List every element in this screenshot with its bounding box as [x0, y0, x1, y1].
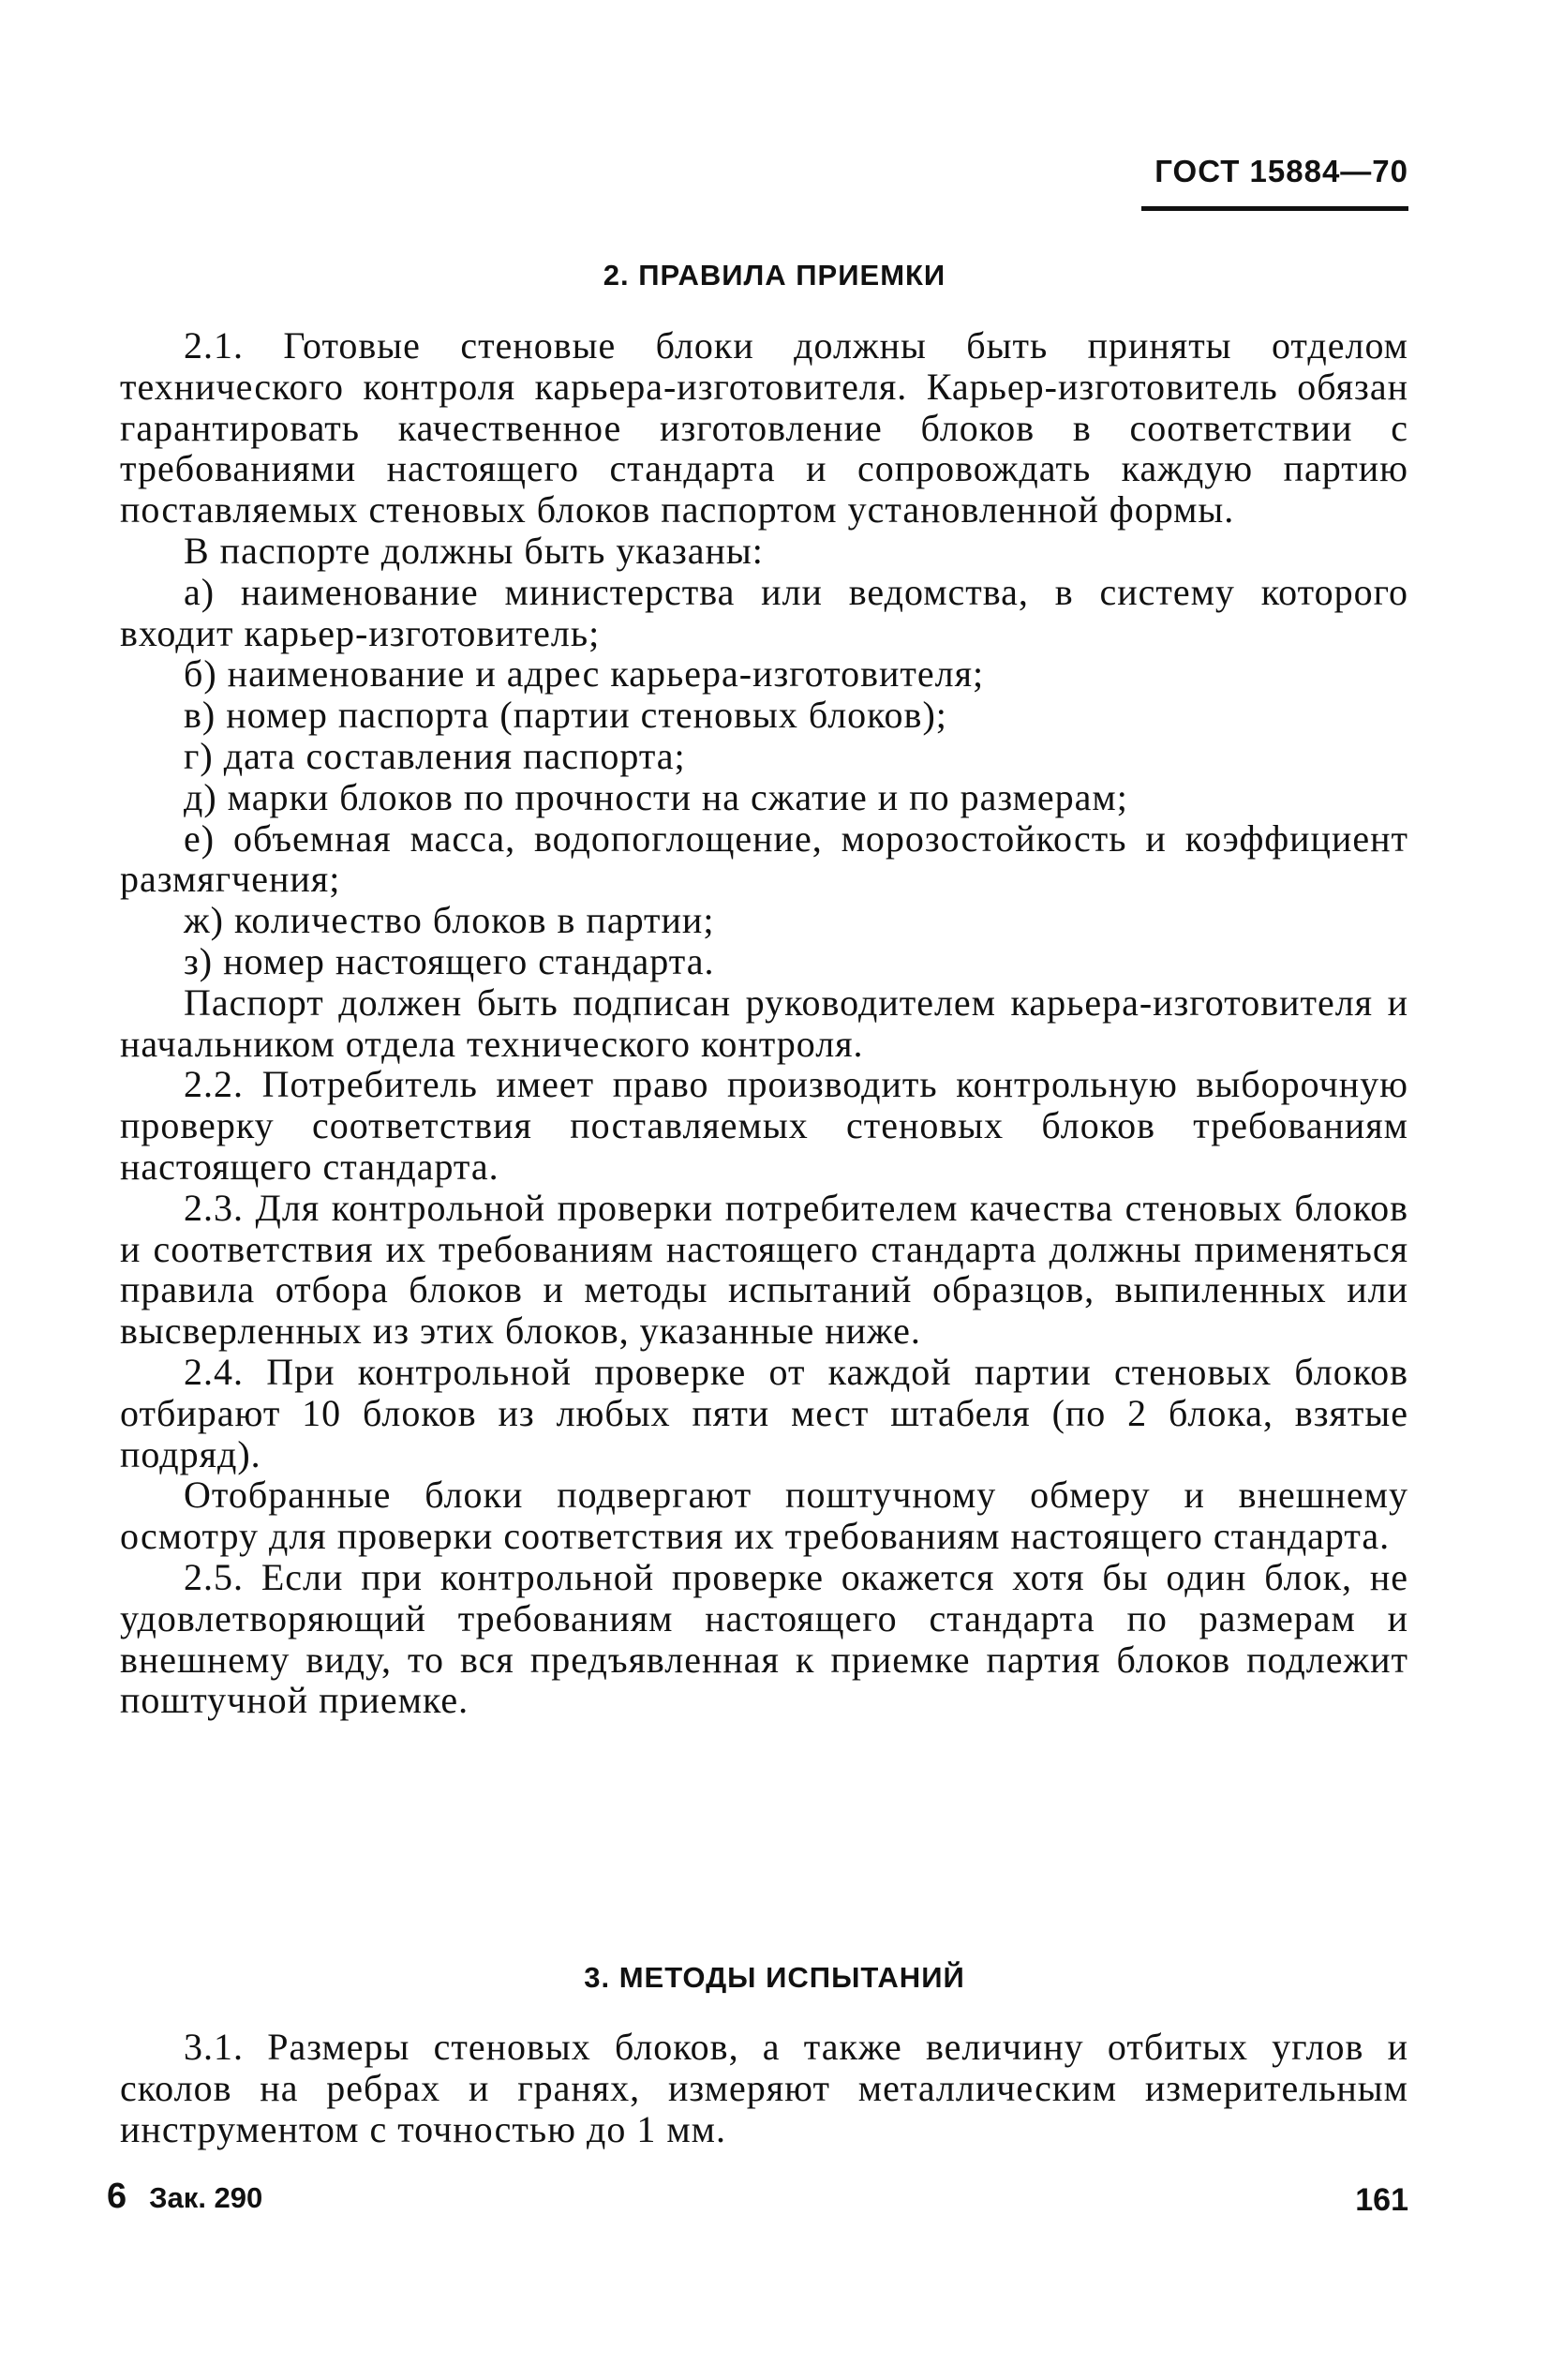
section-2-title: 2. ПРАВИЛА ПРИЕМКИ — [603, 259, 946, 292]
passport-intro: В паспорте должны быть указаны: — [184, 529, 764, 572]
paragraph-2-1: 2.1. Готовые стеновые блоки должны быть приняты отделом технического контроля карьера-изготовителя. Карьер-изготовитель обязан гарантировать качественное изготовление блоков в соответствии с требованиями настоящего стандарта и сопровождать каждую партию поставляемых стеновых блоков паспортом установленной формы. — [120, 324, 1408, 531]
footer-signature — [107, 2177, 262, 2217]
page-number: 161 — [1355, 2182, 1408, 2218]
list-item-b: б) наименование и адрес карьера-изготовителя; — [184, 652, 985, 696]
list-item-e: е) объемная масса, водопоглощение, морозостойкость и коэффициент размягчения; — [120, 816, 1408, 901]
section-3-title: 3. МЕТОДЫ ИСПЫТАНИЙ — [584, 1961, 965, 1994]
list-item-v: в) номер паспорта (партии стеновых блоков); — [184, 694, 947, 737]
paragraph-2-4: 2.4. При контрольной проверке от каждой партии стеновых блоков отбирают 10 блоков из любых пяти мест штабеля (по 2 блока, взятые подряд). — [120, 1350, 1408, 1475]
standard-code: ГОСТ 15884—70 — [1154, 154, 1408, 188]
signature-number: 6 — [107, 2177, 127, 2216]
section-3-body — [120, 2027, 1408, 2149]
list-item-zh: ж) количество блоков в партии; — [184, 899, 715, 942]
header-rule — [1141, 206, 1408, 211]
paragraph-2-4-cont: Отобранные блоки подвергают поштучному обмеру и внешнему осмотру для проверки соответствия их требованиям настоящего стандарта. — [120, 1474, 1408, 1558]
section-2-body — [120, 325, 1408, 1721]
list-item-a: а) наименование министерства или ведомства, в систему которого входит карьер-изготовитель; — [120, 570, 1408, 654]
list-item-d: д) марки блоков по прочности на сжатие и по размерам; — [184, 775, 1128, 818]
list-item-z: з) номер настоящего стандарта. — [184, 939, 715, 982]
paragraph-2-2: 2.2. Потребитель имеет право производить контрольную выборочную проверку соответствия поставляемых стеновых блоков требованиям настоящего стандарта. — [120, 1063, 1408, 1188]
paragraph-2-3: 2.3. Для контрольной проверки потребителем качества стеновых блоков и соответствия их требованиям настоящего стандарта должны применяться правила отбора блоков и методы испытаний образцов, выпиленных или высверленных из этих блоков, указанные ниже. — [120, 1186, 1408, 1353]
passport-signature: Паспорт должен быть подписан руководителем карьера-изготовителя и начальником отдела технического контроля. — [120, 980, 1408, 1065]
paragraph-3-1: 3.1. Размеры стеновых блоков, а также величину отбитых углов и сколов на ребрах и гранях, измеряют металлическим измерительным инструментом с точностью до 1 мм. — [120, 2026, 1408, 2150]
list-item-g: г) дата составления паспорта; — [184, 734, 686, 777]
order-number: Зак. 290 — [149, 2181, 263, 2214]
paragraph-2-5: 2.5. Если при контрольной проверке окажется хотя бы один блок, не удовлетворяющий требованиям настоящего стандарта по размерам и внешнему виду, то вся предъявленная к приемке партия блоков подлежит поштучной приемке. — [120, 1555, 1408, 1722]
